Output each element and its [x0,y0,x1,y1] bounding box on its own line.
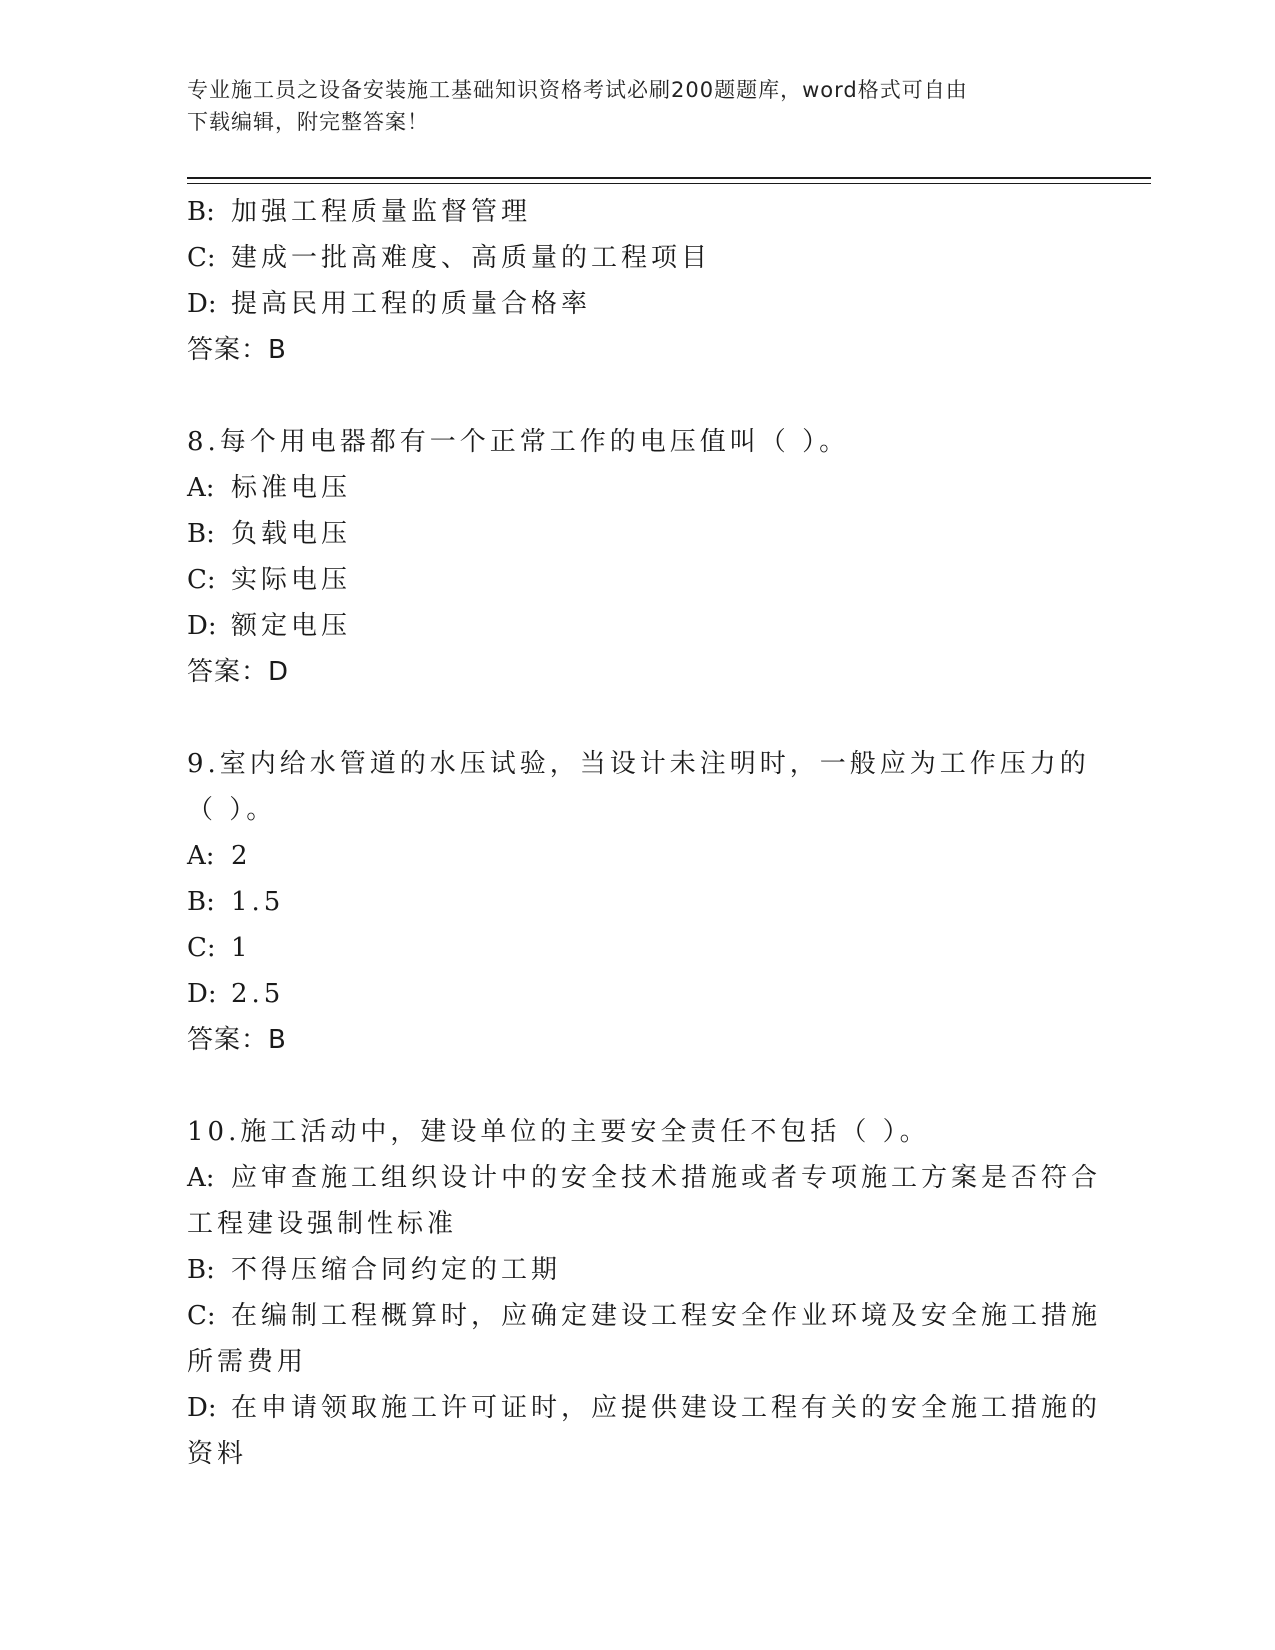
option-b: B: 加强工程质量监督管理 [187,197,532,227]
question-text-cont: （ ）。 [187,795,277,825]
option-d: D: 额定电压 [187,611,352,641]
answer: 答案：D [187,657,290,687]
header-line-2: 下载编辑，附完整答案！ [187,110,429,134]
option-d: D: 提高民用工程的质量合格率 [187,289,592,319]
option-c: C: 实际电压 [187,565,352,595]
header-divider-thin [187,183,1151,184]
option-d: D: 在申请领取施工许可证时，应提供建设工程有关的安全施工措施的 [187,1393,1102,1423]
document-header [187,74,1087,138]
question-text: 10.施工活动中，建设单位的主要安全责任不包括（ ）。 [187,1117,930,1147]
header-divider [187,177,1151,179]
option-d: D: 2.5 [187,979,285,1009]
option-a-cont: 工程建设强制性标准 [187,1209,458,1239]
question-text: 8.每个用电器都有一个正常工作的电压值叫（ ）。 [187,427,850,457]
option-b: B: 1.5 [187,887,285,917]
option-b: B: 不得压缩合同约定的工期 [187,1255,562,1285]
header-line-1: 专业施工员之设备安装施工基础知识资格考试必刷200题题库，word格式可自由 [187,78,968,102]
answer: 答案：B [187,1025,287,1055]
question-text: 9.室内给水管道的水压试验，当设计未注明时，一般应为工作压力的 [187,749,1090,779]
option-a: A: 标准电压 [187,473,352,503]
option-c: C: 在编制工程概算时，应确定建设工程安全作业环境及安全施工措施 [187,1301,1102,1331]
option-a: A: 应审查施工组织设计中的安全技术措施或者专项施工方案是否符合 [187,1163,1102,1193]
question-9 [187,741,1090,1063]
question-10 [187,1109,1102,1477]
question-8 [187,419,1087,695]
answer: 答案：B [187,335,287,365]
option-c: C: 建成一批高难度、高质量的工程项目 [187,243,712,273]
option-a: A: 2 [187,841,252,871]
option-b: B: 负载电压 [187,519,352,549]
question-7 [187,189,1087,373]
question-list [187,189,1102,1477]
option-c-cont: 所需费用 [187,1347,308,1377]
option-c: C: 1 [187,933,252,963]
option-d-cont: 资料 [187,1439,248,1469]
